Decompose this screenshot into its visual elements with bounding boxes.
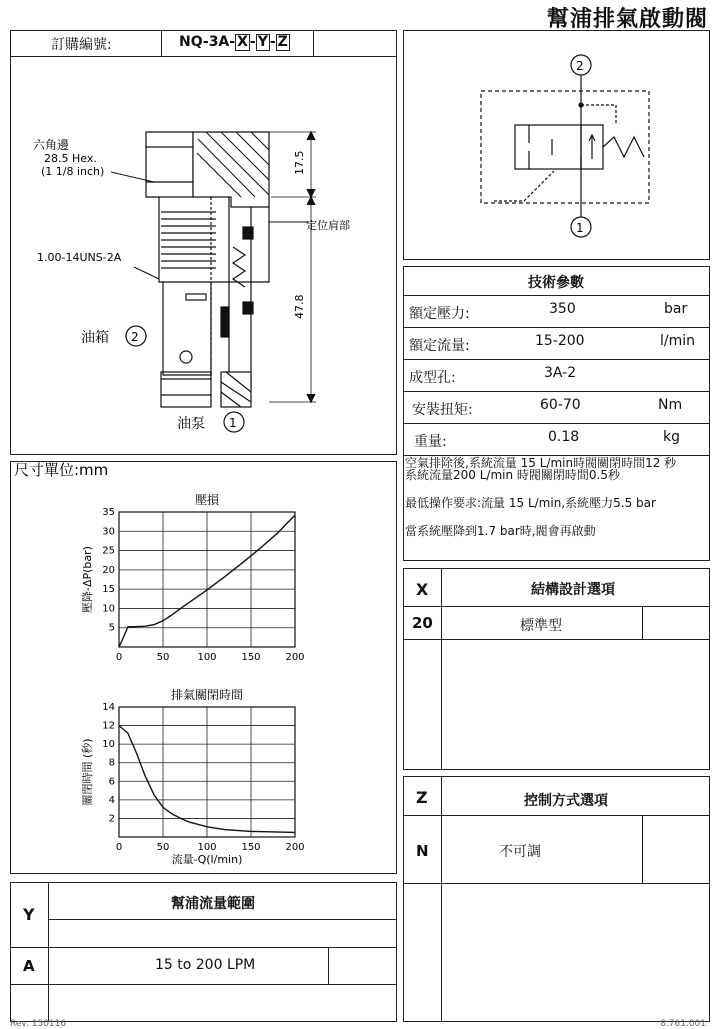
y-tick-label: 8 [108,757,115,769]
x-tick-label: 0 [115,652,123,663]
tech-row-unit: Nm [658,397,683,413]
options-z-row-desc: 不可調 [499,844,541,860]
y-tick-label: 14 [102,702,115,713]
tech-row-label: 安裝扭矩: [412,402,473,418]
pump-port-number: 1 [229,416,237,430]
y-tick-label: 12 [102,720,115,732]
x-tick-label: 50 [156,652,170,663]
tech-row-value: 15-200 [535,333,585,349]
x-tick-label: 200 [285,842,305,853]
y-tick-label: 5 [108,622,115,634]
tech-row-value: 350 [549,301,576,317]
y-axis-label: 壓降-ΔP(bar) [81,546,94,613]
tech-row-label: 成型孔: [409,370,456,386]
order-number: NQ-3A- X - Y - Z [179,34,288,50]
options-x-header: 結構設計選項 [531,582,615,598]
tech-note: 最低操作要求:流量 15 L/min,系統壓力5.5 bar [405,496,656,510]
options-z-code: Z [416,788,428,807]
options-z-panel [403,776,710,1022]
tech-row-unit: kg [663,429,680,445]
thread-label: 1.00-14UNS-2A [37,251,122,264]
drawing-panel [10,30,397,479]
shoulder-label: 定位肩部 [306,219,350,232]
x-tick-label: 100 [197,652,217,663]
tank-port-number: 2 [131,330,139,344]
schematic-panel [403,30,710,260]
footer-left: Rev. 150116 [10,1019,67,1029]
x-tick-label: 150 [241,842,261,853]
x-tick-label: 150 [241,652,261,663]
tech-row-unit: l/min [660,333,696,349]
tech-row-label: 重量: [414,434,447,450]
options-x-code: X [416,580,429,599]
tech-row-label: 額定壓力: [409,306,470,322]
tech-row-label: 額定流量: [409,338,470,354]
y-tick-label: 2 [108,813,115,825]
options-y-panel [10,882,397,1022]
hex-label: 六角邊 [33,138,70,152]
chart-title: 壓損 [194,493,220,507]
tech-row-value: 60-70 [540,397,581,413]
y-tick-label: 25 [102,545,115,557]
tech-note: 當系統壓降到1.7 bar時,閥會再啟動 [405,524,596,538]
hydraulic-symbol [404,31,709,259]
y-tick-label: 6 [108,776,115,788]
valve-cross-section-drawing [11,57,396,479]
y-tick-label: 10 [102,603,115,615]
y-tick-label: 15 [102,584,115,596]
dim-main-label: 47.8 [293,294,306,319]
pump-label: 油泵 [177,416,205,432]
x-tick-label: 0 [115,842,123,853]
order-number-label: 訂購編號: [51,37,112,53]
options-x-row-code: 20 [412,614,433,632]
options-y-header: 幫浦流量範圍 [171,896,255,912]
tank-label: 油箱 [81,330,109,346]
footer-right: 8.761.001 [660,1019,706,1029]
y-tick-label: 30 [102,526,115,538]
x-tick-label: 100 [197,842,217,853]
tech-note: 系統流量200 L/min 時閥關閉時間0.5秒 [405,468,620,482]
x-axis-label: 流量-Q(l/min) [171,853,243,866]
charts [11,462,396,873]
page-title: 幫浦排氣啟動閥 [546,7,708,32]
y-tick-label: 35 [102,507,115,518]
y-tick-label: 4 [108,794,115,806]
schematic-port-1: 1 [576,221,584,235]
hex-inch-label: (1 1/8 inch) [41,165,105,178]
tech-row-value: 3A-2 [544,365,577,381]
tech-row-value: 0.18 [548,429,580,445]
x-tick-label: 50 [156,842,170,853]
tech-row-unit: bar [664,301,688,317]
tech-header: 技術參數 [528,275,584,291]
dim-top-label: 17.5 [293,150,306,175]
x-tick-label: 200 [285,652,305,663]
y-axis-label: 關閉時間 (秒) [81,738,94,806]
units-label: 尺寸單位:mm [14,461,109,479]
charts-panel [10,461,397,874]
options-y-row-desc: 15 to 200 LPM [155,957,256,973]
hex-size-label: 28.5 Hex. [44,152,97,165]
y-tick-label: 20 [102,564,115,576]
options-z-header: 控制方式選項 [524,793,608,809]
options-x-panel [403,568,710,770]
y-tick-label: 10 [102,739,115,751]
tech-panel [403,266,710,561]
options-x-row-desc: 標準型 [520,618,562,634]
tech-note: 空氣排除後,系統流量 15 L/min時閥關閉時間12 秒 [405,456,677,470]
options-y-row-code: A [23,957,35,975]
chart-title: 排氣關閉時間 [170,688,244,702]
options-y-code: Y [23,905,35,924]
schematic-port-2: 2 [576,59,584,73]
options-z-row-code: N [416,842,429,860]
